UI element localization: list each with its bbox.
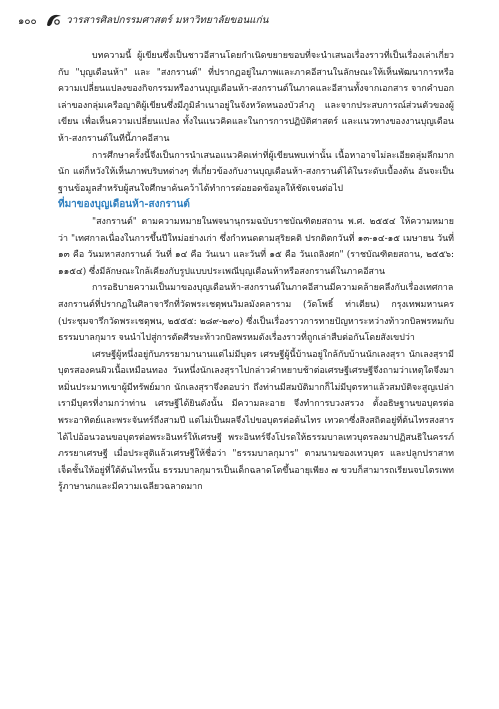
journal-logo-icon xyxy=(44,10,64,30)
journal-title: วารสารศิลปกรรมศาสตร์ มหาวิทยาลัยขอนแก่น xyxy=(66,15,269,26)
paragraph-definition: "สงกรานต์" ตามความหมายในพจนานุกรมฉบับราชบัณฑิตยสถาน พ.ศ. ๒๕๕๔ ให้ความหมายว่า "เทศกาลเนื่องในการขึ้นปีใหม่อย่างเก่า ซึ่งกำหนดตามสุริยคติ ปรกติตกวันที่ ๑๓-๑๔-๑๕ เมษายน วันที่ ๑๓ คือ วันมหาสงกรานต์ วันที่ ๑๔ คือ วันเนา และวันที่ ๑๕ คือ วันเถลิงศก" (ราชบัณฑิตยสถาน, ๒๕๕๖: ๑๑๕๔) ซึ่งมีลักษณะใกล้เคียงกับรูปแบบประเพณีบุญเดือนห้าหรือสงกรานต์ในภาคอีสาน xyxy=(58,216,454,277)
article-body xyxy=(58,48,454,496)
paragraph-intro: บทความนี้ ผู้เขียนซึ่งเป็นชาวอีสานโดยกำเนิดขยายขอบที่จะนำเสนอเรื่องราวที่เป็นเรื่องเล่าเกี่ยวกับ "บุญเดือนห้า" และ "สงกรานต์" ที่ปรากฏอยู่ในภาพและภาคอีสานในลักษณะให้เห็นพัฒนาการหรือความเปลี่ยนแปลงของกิจกรรมหรืองานบุญเดือนห้า-สงกรานต์ในภาคและอีสานทั้งจากเอกสาร จากคำบอกเล่าของกลุ่มเครือญาติผู้เขียนซึ่งมีภูมิลำเนาอยู่ในจังหวัดหนองบัวลำภู และจากประสบการณ์ส่วนตัวของผู้เขียน เพื่อเห็นความเปลี่ยนแปลง ทั้งในแนวคิดและในการการปฏิบัติศาสตร์ และแนวทางของงานบุญเดือนห้า-สงกรานต์ในทีนี้ภาคอีสาน xyxy=(58,51,454,144)
paragraph-legend: เศรษฐีผู้หนึ่งอยู่กับภรรยามานานแต่ไม่มีบุตร เศรษฐีผู้นี้บ้านอยู่ใกล้กับบ้านนักเลงสุรา นักเลงสุรามีบุตรสองคนผิวเนื้อเหมือนทอง วันหนึ่งนักเลงสุราไปกล่าวคำหยาบช้าต่อเศรษฐีเศรษฐีจึงถามว่าเหตุใดจึงมาหมิ่นประมาทเขาผู้มีทรัพย์มาก นักเลงสุราจึงตอบว่า ถึงท่านมีสมบัติมากก็ไม่มีบุตรหาแล้วสมบัติจะสูญเปล่า เรามีบุตรที่งามกว่าท่าน เศรษฐีได้ยินดังนั้น มีความละอาย จึงทำการบวงสรวง ตั้งอธิษฐานขอบุตรต่อพระอาทิตย์และพระจันทร์ถึงสามปี แต่ไม่เป็นผลจึงไปขอบุตรต่อต้นไทร เทวดาซึ่งสิงสถิตอยู่ที่ต้นไทรสงสารได้ไปอ้อนวอนขอบุตรต่อพระอินทร์ให้เศรษฐี พระอินทร์จึงโปรดให้ธรรมบาลเทวบุตรลงมาปฏิสนธิในครรภ์ภรรยาเศรษฐี เมื่อประสูติแล้วเศรษฐีให้ชื่อว่า "ธรรมบาลกุมาร" ตามนามของเทวบุตร และปลูกปราสาทเจ็ดชั้นให้อยู่ที่ใต้ต้นไทรนั้น ธรรมบาลกุมารเป็นเด็กฉลาดโตขึ้นอายุเพียง ๗ ขวบก็สามารถเรียนจบไตรเพท รู้ภาษานกและมีความเฉลียวฉลาดมาก xyxy=(58,349,454,493)
page-number: ๑๐๐ xyxy=(18,16,37,27)
section-heading: ที่มาของบุญเดือนห้า-สงกรานต์ xyxy=(58,199,190,211)
paragraph-scope: การศึกษาครั้งนี้จึงเป็นการนำเสนอแนวคิดเท่าที่ผู้เขียนพบเท่านั้น เนื้อหาอาจไม่ละเอียดลุ่มลึกมากนัก แต่ก็หวังให้เห็นภาพบริบทต่างๆ ที่เกี่ยวข้องกับงานบุญเดือนห้า-สงกรานต์ได้ในระดับเบื้องต้น อันจะเป็นฐานข้อมูลสำหรับผู้สนใจศึกษาค้นคว้าได้ทำการต่อยอดข้อมูลให้ชัดเจนต่อไป xyxy=(58,150,454,194)
paragraph-origin: การอธิบายความเป็นมาของบุญเดือนห้า-สงกรานต์ในภาคอีสานมีความคล้ายคลึงกับเรื่องเทศกาลสงกรานต์ที่ปรากฏในศิลาจารึกที่วัดพระเชตุพนวิมลมังคลาราม (วัดโพธิ์ ท่าเตียน) กรุงเทพมหานคร (ประชุมจารึกวัดพระเชตุพน, ๒๕๕๕: ๒๘๙-๒๙๐) ซึ่งเป็นเรื่องราวการทายปัญหาระหว่างท้าวกบิลพรหมกับธรรมบาลกุมาร จนนำไปสู่การตัดศีรษะท้าวกบิลพรหมดังเรื่องราวที่ถูกเล่าสืบต่อกันโดยสังเขปว่า xyxy=(58,283,454,344)
page-header xyxy=(14,8,484,34)
